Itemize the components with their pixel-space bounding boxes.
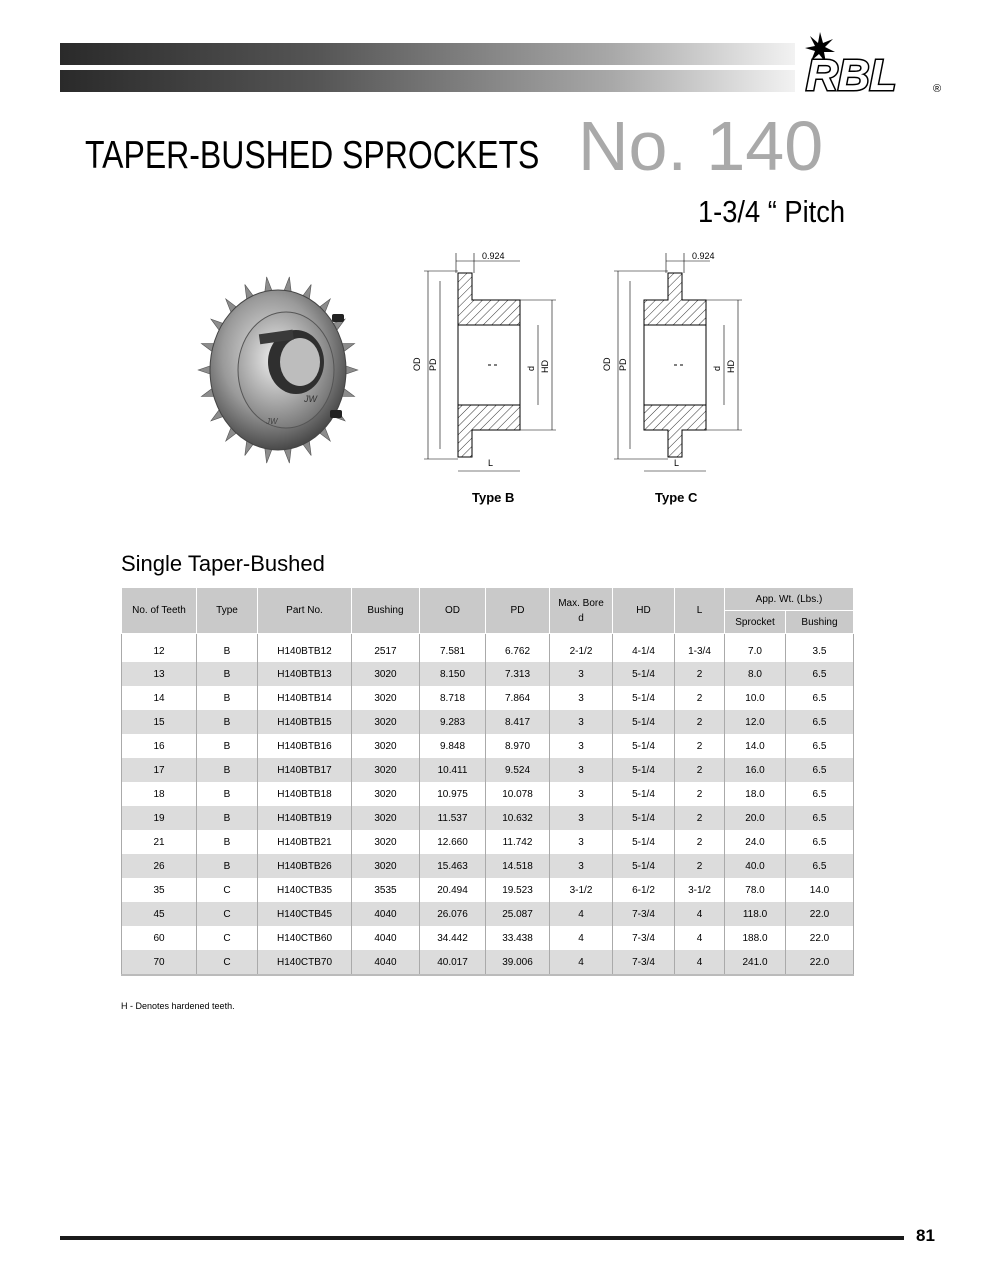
cell-weight-bushing: 22.0 <box>786 950 854 975</box>
page-number: 81 <box>916 1226 935 1245</box>
cell-pd: 6.762 <box>486 634 550 663</box>
cell-l: 4 <box>675 926 725 950</box>
cell-type: B <box>197 758 258 782</box>
cell-max-bore: 3 <box>550 734 613 758</box>
cell-weight-bushing: 6.5 <box>786 830 854 854</box>
cell-weight-bushing: 6.5 <box>786 854 854 878</box>
cell-pd: 10.078 <box>486 782 550 806</box>
header-bar-top <box>60 43 795 65</box>
cell-type: C <box>197 926 258 950</box>
cell-hd: 6-1/2 <box>613 878 675 902</box>
cell-od: 10.975 <box>420 782 486 806</box>
header-type: Type <box>197 588 258 634</box>
table-row <box>122 662 854 686</box>
cell-pd: 8.970 <box>486 734 550 758</box>
cell-type: B <box>197 782 258 806</box>
cell-bushing: 2517 <box>352 634 420 663</box>
svg-text:HD: HD <box>726 360 736 373</box>
cell-l: 4 <box>675 902 725 926</box>
table-row <box>122 734 854 758</box>
header-max-bore <box>550 588 613 634</box>
cell-od: 15.463 <box>420 854 486 878</box>
cell-teeth: 14 <box>122 686 197 710</box>
cell-l: 2 <box>675 686 725 710</box>
cell-teeth: 18 <box>122 782 197 806</box>
header-l: L <box>675 588 725 634</box>
cell-part-no: H140BTB18 <box>258 782 352 806</box>
svg-text:d: d <box>712 365 722 371</box>
table-row <box>122 710 854 734</box>
cell-max-bore: 4 <box>550 950 613 975</box>
cell-weight-sprocket: 188.0 <box>725 926 786 950</box>
cell-bushing: 3020 <box>352 710 420 734</box>
header-teeth: No. of Teeth <box>122 588 197 634</box>
cell-weight-bushing: 22.0 <box>786 926 854 950</box>
table-body <box>122 634 854 976</box>
svg-text:0.924: 0.924 <box>692 251 715 261</box>
cell-weight-sprocket: 24.0 <box>725 830 786 854</box>
cell-l: 2 <box>675 758 725 782</box>
table-row <box>122 758 854 782</box>
cell-type: C <box>197 902 258 926</box>
cell-type: B <box>197 710 258 734</box>
cell-hd: 4-1/4 <box>613 634 675 663</box>
table-row <box>122 686 854 710</box>
cell-teeth: 21 <box>122 830 197 854</box>
cell-l: 2 <box>675 782 725 806</box>
cell-bushing: 3020 <box>352 734 420 758</box>
type-c-diagram <box>600 245 760 485</box>
svg-text:OD: OD <box>412 357 422 371</box>
cell-bushing: 3020 <box>352 782 420 806</box>
svg-text:PD: PD <box>428 358 438 371</box>
cell-part-no: H140BTB12 <box>258 634 352 663</box>
type-c-label: Type C <box>655 490 698 505</box>
cell-max-bore: 3 <box>550 806 613 830</box>
cell-weight-sprocket: 8.0 <box>725 662 786 686</box>
table-row <box>122 782 854 806</box>
cell-hd: 5-1/4 <box>613 782 675 806</box>
section-title: Single Taper-Bushed <box>121 551 325 576</box>
cell-type: B <box>197 634 258 663</box>
cell-l: 2 <box>675 734 725 758</box>
header-weight-bushing: Bushing <box>786 611 854 634</box>
cell-max-bore: 4 <box>550 902 613 926</box>
cell-teeth: 70 <box>122 950 197 975</box>
cell-weight-sprocket: 18.0 <box>725 782 786 806</box>
table-row <box>122 854 854 878</box>
cell-teeth: 35 <box>122 878 197 902</box>
header-hd: HD <box>613 588 675 634</box>
cell-l: 1-3/4 <box>675 634 725 663</box>
cell-l: 2 <box>675 806 725 830</box>
cell-bushing: 3535 <box>352 878 420 902</box>
cell-od: 40.017 <box>420 950 486 975</box>
svg-text:d: d <box>526 365 536 371</box>
cell-max-bore: 4 <box>550 926 613 950</box>
cell-weight-sprocket: 14.0 <box>725 734 786 758</box>
cell-pd: 33.438 <box>486 926 550 950</box>
cell-part-no: H140BTB14 <box>258 686 352 710</box>
cell-weight-bushing: 6.5 <box>786 710 854 734</box>
cell-teeth: 60 <box>122 926 197 950</box>
cell-teeth: 45 <box>122 902 197 926</box>
cell-od: 7.581 <box>420 634 486 663</box>
cell-part-no: H140BTB26 <box>258 854 352 878</box>
cell-weight-bushing: 3.5 <box>786 634 854 663</box>
svg-text:RBL: RBL <box>806 51 897 98</box>
cell-bushing: 4040 <box>352 902 420 926</box>
svg-text:JW: JW <box>266 417 278 426</box>
cell-bushing: 3020 <box>352 806 420 830</box>
header-max-bore-label: Max. Bore <box>558 597 604 609</box>
cell-bushing: 3020 <box>352 830 420 854</box>
cell-max-bore: 3 <box>550 758 613 782</box>
cell-weight-bushing: 14.0 <box>786 878 854 902</box>
cell-weight-bushing: 6.5 <box>786 806 854 830</box>
header-weight-sprocket: Sprocket <box>725 611 786 634</box>
cell-max-bore: 3 <box>550 662 613 686</box>
cell-weight-sprocket: 40.0 <box>725 854 786 878</box>
cell-od: 20.494 <box>420 878 486 902</box>
cell-od: 8.150 <box>420 662 486 686</box>
cell-hd: 5-1/4 <box>613 806 675 830</box>
cell-hd: 5-1/4 <box>613 854 675 878</box>
header-od: OD <box>420 588 486 634</box>
cell-weight-bushing: 6.5 <box>786 758 854 782</box>
cell-type: B <box>197 806 258 830</box>
cell-part-no: H140BTB15 <box>258 710 352 734</box>
cell-teeth: 16 <box>122 734 197 758</box>
header-weight: App. Wt. (Lbs.) <box>725 588 854 611</box>
cell-max-bore: 3 <box>550 710 613 734</box>
svg-text:OD: OD <box>602 357 612 371</box>
table-row <box>122 830 854 854</box>
svg-text:L: L <box>488 458 494 468</box>
cell-part-no: H140CTB70 <box>258 950 352 975</box>
table-row <box>122 950 854 975</box>
cell-bushing: 3020 <box>352 758 420 782</box>
cell-pd: 25.087 <box>486 902 550 926</box>
cell-teeth: 15 <box>122 710 197 734</box>
cell-pd: 7.864 <box>486 686 550 710</box>
cell-hd: 7-3/4 <box>613 902 675 926</box>
cell-type: C <box>197 950 258 975</box>
cell-hd: 7-3/4 <box>613 926 675 950</box>
cell-od: 10.411 <box>420 758 486 782</box>
cell-type: B <box>197 854 258 878</box>
cell-od: 34.442 <box>420 926 486 950</box>
cell-part-no: H140CTB35 <box>258 878 352 902</box>
cell-max-bore: 3 <box>550 830 613 854</box>
cell-weight-sprocket: 241.0 <box>725 950 786 975</box>
cell-weight-bushing: 6.5 <box>786 662 854 686</box>
cell-part-no: H140BTB13 <box>258 662 352 686</box>
spec-table <box>121 587 854 976</box>
cell-weight-sprocket: 20.0 <box>725 806 786 830</box>
cell-pd: 19.523 <box>486 878 550 902</box>
cell-max-bore: 3-1/2 <box>550 878 613 902</box>
svg-text:0.924: 0.924 <box>482 251 505 261</box>
cell-part-no: H140CTB45 <box>258 902 352 926</box>
footnote: H - Denotes hardened teeth. <box>121 1001 235 1011</box>
cell-weight-bushing: 6.5 <box>786 686 854 710</box>
cell-weight-bushing: 6.5 <box>786 782 854 806</box>
cell-od: 9.848 <box>420 734 486 758</box>
cell-teeth: 12 <box>122 634 197 663</box>
cell-bushing: 3020 <box>352 662 420 686</box>
cell-type: B <box>197 830 258 854</box>
cell-bushing: 3020 <box>352 854 420 878</box>
cell-pd: 7.313 <box>486 662 550 686</box>
rbl-logo <box>798 30 948 98</box>
svg-text:PD: PD <box>618 358 628 371</box>
cell-bushing: 4040 <box>352 950 420 975</box>
type-b-label: Type B <box>472 490 515 505</box>
cell-hd: 5-1/4 <box>613 734 675 758</box>
cell-l: 3-1/2 <box>675 878 725 902</box>
cell-max-bore: 2-1/2 <box>550 634 613 663</box>
cell-teeth: 17 <box>122 758 197 782</box>
cell-type: C <box>197 878 258 902</box>
cell-weight-bushing: 6.5 <box>786 734 854 758</box>
cell-weight-sprocket: 7.0 <box>725 634 786 663</box>
type-b-diagram <box>410 245 570 485</box>
cell-pd: 11.742 <box>486 830 550 854</box>
cell-od: 11.537 <box>420 806 486 830</box>
table-row <box>122 806 854 830</box>
cell-pd: 14.518 <box>486 854 550 878</box>
cell-pd: 39.006 <box>486 950 550 975</box>
cell-hd: 5-1/4 <box>613 830 675 854</box>
cell-weight-sprocket: 10.0 <box>725 686 786 710</box>
table-row <box>122 926 854 950</box>
cell-part-no: H140BTB16 <box>258 734 352 758</box>
cell-part-no: H140BTB17 <box>258 758 352 782</box>
svg-text:HD: HD <box>540 360 550 373</box>
cell-l: 2 <box>675 830 725 854</box>
cell-type: B <box>197 662 258 686</box>
header-part-no: Part No. <box>258 588 352 634</box>
cell-l: 2 <box>675 854 725 878</box>
cell-bushing: 3020 <box>352 686 420 710</box>
cell-hd: 5-1/4 <box>613 710 675 734</box>
cell-part-no: H140BTB21 <box>258 830 352 854</box>
cell-part-no: H140BTB19 <box>258 806 352 830</box>
cell-od: 26.076 <box>420 902 486 926</box>
cell-pd: 9.524 <box>486 758 550 782</box>
cell-hd: 5-1/4 <box>613 758 675 782</box>
cell-max-bore: 3 <box>550 782 613 806</box>
cell-teeth: 13 <box>122 662 197 686</box>
cell-weight-sprocket: 12.0 <box>725 710 786 734</box>
cell-l: 2 <box>675 662 725 686</box>
cell-od: 12.660 <box>420 830 486 854</box>
cell-max-bore: 3 <box>550 686 613 710</box>
cell-hd: 5-1/4 <box>613 662 675 686</box>
header-pd: PD <box>486 588 550 634</box>
cell-type: B <box>197 686 258 710</box>
cell-teeth: 26 <box>122 854 197 878</box>
cell-part-no: H140CTB60 <box>258 926 352 950</box>
chain-series: No. 140 <box>578 107 824 185</box>
cell-pd: 10.632 <box>486 806 550 830</box>
cell-weight-sprocket: 78.0 <box>725 878 786 902</box>
cell-weight-sprocket: 118.0 <box>725 902 786 926</box>
table-row <box>122 878 854 902</box>
footer-rule <box>60 1236 904 1240</box>
cell-hd: 7-3/4 <box>613 950 675 975</box>
cell-od: 9.283 <box>420 710 486 734</box>
cell-max-bore: 3 <box>550 854 613 878</box>
cell-hd: 5-1/4 <box>613 686 675 710</box>
cell-l: 4 <box>675 950 725 975</box>
svg-text:JW: JW <box>304 394 317 404</box>
svg-text:L: L <box>674 458 680 468</box>
cell-pd: 8.417 <box>486 710 550 734</box>
cell-weight-sprocket: 16.0 <box>725 758 786 782</box>
cell-bushing: 4040 <box>352 926 420 950</box>
cell-weight-bushing: 22.0 <box>786 902 854 926</box>
cell-l: 2 <box>675 710 725 734</box>
pitch-label: 1-3/4 “ Pitch <box>698 194 846 229</box>
header-bar-bottom <box>60 70 795 92</box>
cell-od: 8.718 <box>420 686 486 710</box>
page-title: TAPER-BUSHED SPROCKETS <box>85 134 540 177</box>
table-row <box>122 634 854 663</box>
table-row <box>122 902 854 926</box>
sprocket-photo <box>196 270 366 470</box>
svg-text:®: ® <box>933 83 942 95</box>
cell-teeth: 19 <box>122 806 197 830</box>
header-bushing: Bushing <box>352 588 420 634</box>
header-max-bore-sub: d <box>578 612 584 624</box>
cell-type: B <box>197 734 258 758</box>
